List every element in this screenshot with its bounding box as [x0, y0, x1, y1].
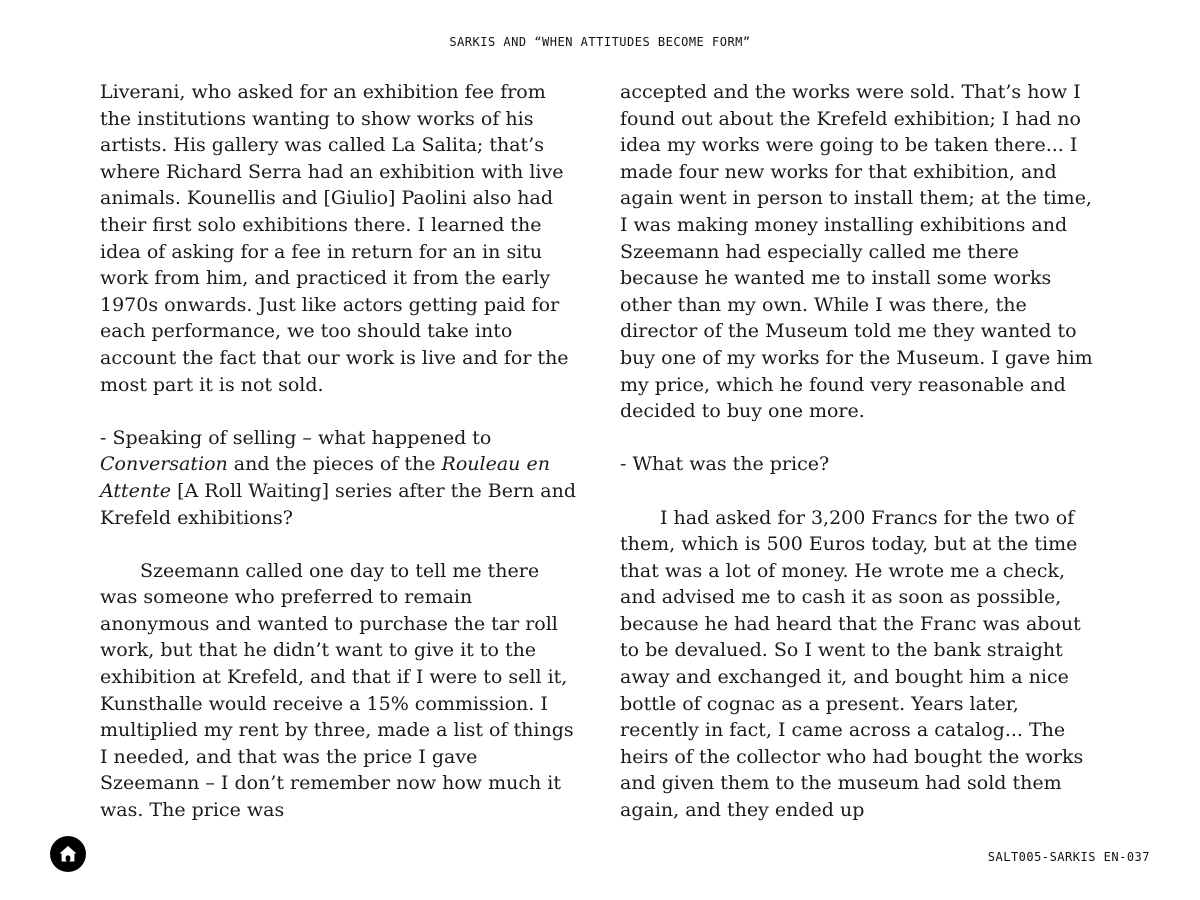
question: - What was the price?: [620, 453, 830, 476]
question-text: - Speaking of selling – what happened to: [100, 426, 492, 449]
text-column-right: [620, 79, 1100, 824]
paragraph-gap: [620, 478, 1100, 505]
paragraph: Liverani, who asked for an exhibition fee from the institutions wanting to show works of his artists. His gallery was called La Salita; that’s where Richard Serra had an exhibition with live animals. Kounellis and [Giulio] Paolini also had their first solo exhibitions there. I learned the idea of asking for a fee in return for an in situ work from him, and practiced it from the early 1970s onwards. Just like actors getting paid for each performance, we too should take into account the fact that our work is live and for the most part it is not sold.: [100, 81, 569, 396]
home-icon: [57, 843, 79, 865]
home-button[interactable]: [50, 836, 86, 872]
paragraph: accepted and the works were sold. That’s how I found out about the Krefeld exhibition; I had no idea my works were going to be taken there... I made four new works for that exhibition, and again went in person to install them; at the time, I was making money installing exhibitions and Szeemann had especially called me there because he wanted me to install some works other than my own. While I was there, the director of the Museum told me they wanted to buy one of my works for the Museum. I gave him my price, which he found very reasonable and decided to buy one more.: [620, 81, 1093, 423]
series-title: Rouleau en Attente: [100, 453, 550, 502]
running-head: SARKIS AND “WHEN ATTITUDES BECOME FORM”: [449, 35, 751, 49]
question-text: [A Roll Waiting] series after the Bern and Krefeld exhibitions?: [100, 479, 577, 529]
question-text: and the pieces of the: [227, 453, 442, 476]
paragraph: Szeemann called one day to tell me there was someone who preferred to remain anonymous and wanted to purchase the tar roll work, but that he didn’t want to give it to the exhibition at Krefeld, and that if I were to sell it, Kunsthalle would receive a 15% commission. I multiplied my rent by three, made a list of things I needed, and that was the price I gave Szeemann – I don’t remember now how much it was. The price was: [100, 559, 574, 822]
paragraph-gap: [100, 398, 580, 425]
paragraph: I had asked for 3,200 Francs for the two of them, which is 500 Euros today, but at the time that was a lot of money. He wrote me a check, and advised me to cash it as soon as possible, because he had heard that the Franc was about to be devalued. So I went to the bank straight away and exchanged it, and bought him a nice bottle of cognac as a present. Years later, recently in fact, I came across a catalog... The heirs of the collector who had bought the works and given them to the museum had sold them again, and they ended up: [620, 506, 1084, 822]
paragraph-gap: [620, 425, 1100, 452]
paragraph-gap: [100, 531, 580, 558]
page-code: SALT005-SARKIS EN-037: [987, 850, 1150, 864]
text-column-left: [100, 79, 580, 824]
work-title: Conversation: [100, 453, 228, 476]
question: [100, 425, 580, 531]
